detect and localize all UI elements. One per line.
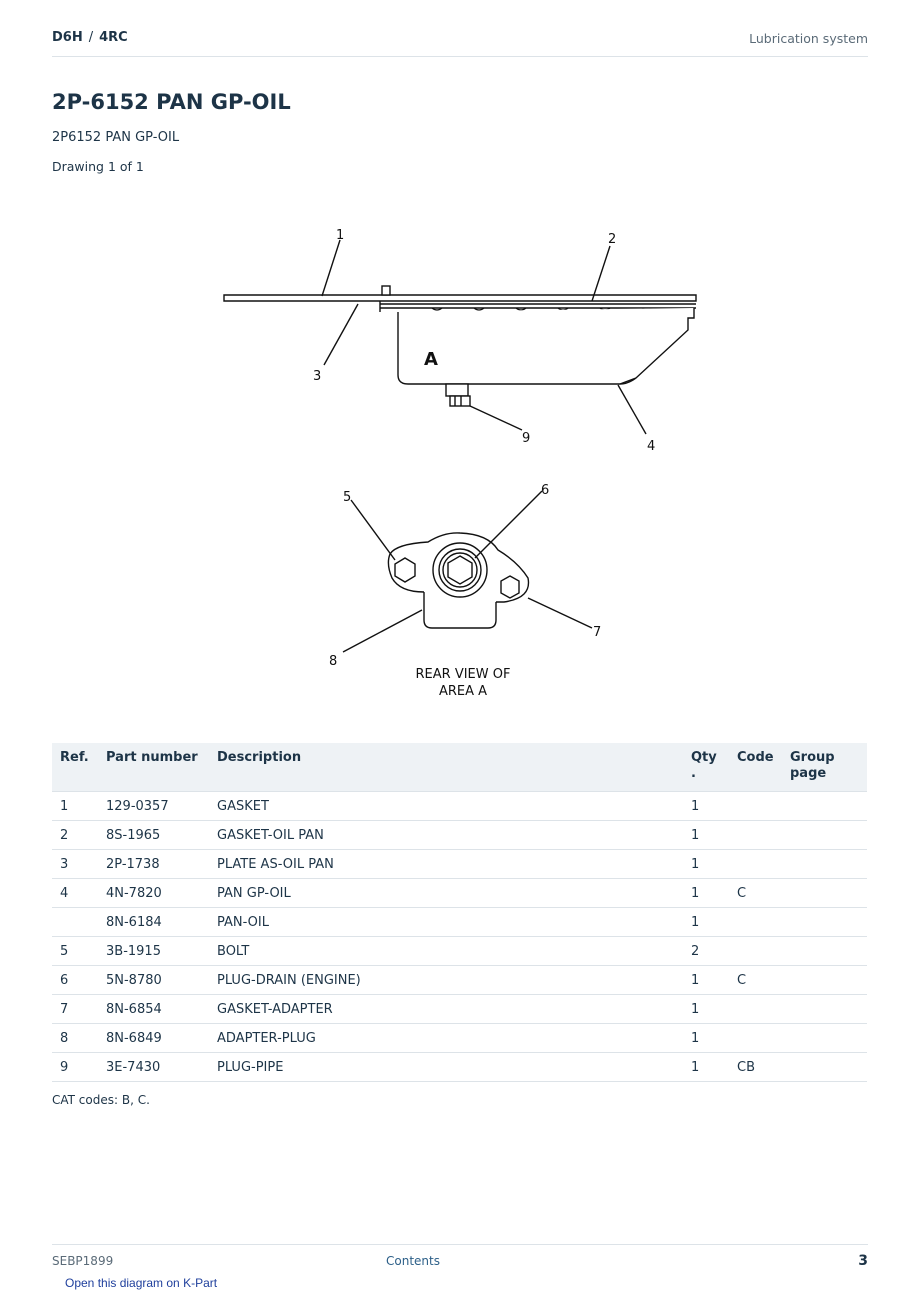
part-number-cell: 8S-1965 [98,821,209,850]
code-cell: CB [729,1053,782,1082]
ref-cell: 3 [52,850,98,879]
document-id: SEBP1899 [52,1254,114,1268]
callout-1: 1 [336,228,345,243]
part-number-cell: 8N-6854 [98,995,209,1024]
table-row [52,908,867,937]
table-row [52,850,867,879]
table-row [52,1053,867,1082]
ref-cell: 6 [52,966,98,995]
callout-9: 9 [522,431,531,446]
qty-cell: 1 [683,1024,729,1053]
part-number-cell: 2P-1738 [98,850,209,879]
drawing-count: Drawing 1 of 1 [52,159,144,174]
code-cell [729,821,782,850]
table-row [52,821,867,850]
description-cell: GASKET [209,792,683,821]
group-page-cell [782,937,867,966]
page-footer [52,1244,868,1275]
column-header-ref: Ref. [52,743,98,792]
diagram-caption-line2: AREA A [438,684,488,699]
group-page-cell [782,821,867,850]
ref-cell: 5 [52,937,98,966]
qty-cell: 1 [683,908,729,937]
ref-cell: 1 [52,792,98,821]
code-cell [729,850,782,879]
group-page-cell [782,908,867,937]
code-cell [729,937,782,966]
table-row [52,1024,867,1053]
part-number-cell: 5N-8780 [98,966,209,995]
ref-cell: 8 [52,1024,98,1053]
description-cell: BOLT [209,937,683,966]
description-cell: ADAPTER-PLUG [209,1024,683,1053]
ref-cell [52,908,98,937]
rear-view-area-a [343,491,592,652]
callout-3: 3 [313,369,322,384]
page-header [52,28,868,57]
column-header-group-page: Group page [782,743,867,792]
serial-prefix-label: 4RC [99,30,128,45]
ref-cell: 7 [52,995,98,1024]
cat-codes-note: CAT codes: B, C. [52,1093,150,1107]
description-cell: GASKET-OIL PAN [209,821,683,850]
group-page-cell [782,792,867,821]
column-header-part-number: Part number [98,743,209,792]
qty-cell: 2 [683,937,729,966]
column-header-code: Code [729,743,782,792]
code-cell: C [729,966,782,995]
description-cell: PLUG-PIPE [209,1053,683,1082]
description-cell: PLATE AS-OIL PAN [209,850,683,879]
ref-cell: 4 [52,879,98,908]
column-header-description: Description [209,743,683,792]
page-number: 3 [858,1253,868,1269]
code-cell [729,1024,782,1053]
parts-table [52,743,867,1082]
code-cell [729,792,782,821]
table-row [52,879,867,908]
qty-cell: 1 [683,1053,729,1082]
qty-cell: 1 [683,821,729,850]
column-header-qty: Qty . [683,743,729,792]
description-cell: PAN GP-OIL [209,879,683,908]
callout-8: 8 [329,654,338,669]
parts-diagram [200,200,720,710]
part-number-cell: 3E-7430 [98,1053,209,1082]
callout-4: 4 [647,439,656,454]
group-page-cell [782,1024,867,1053]
group-page-cell [782,1053,867,1082]
callout-2: 2 [608,232,617,247]
oil-pan-side-view [224,240,696,434]
table-row [52,937,867,966]
code-cell [729,995,782,1024]
group-page-cell [782,879,867,908]
part-number-cell: 8N-6184 [98,908,209,937]
page-subtitle: 2P6152 PAN GP-OIL [52,130,180,145]
group-page-cell [782,966,867,995]
code-cell: C [729,879,782,908]
description-cell: GASKET-ADAPTER [209,995,683,1024]
callout-6: 6 [541,483,550,498]
code-cell [729,908,782,937]
area-label: A [424,349,438,370]
page-title: 2P-6152 PAN GP-OIL [52,90,291,114]
group-page-cell [782,850,867,879]
callout-5: 5 [343,490,352,505]
part-number-cell: 8N-6849 [98,1024,209,1053]
open-kpart-link[interactable]: Open this diagram on K-Part [65,1276,218,1290]
ref-cell: 2 [52,821,98,850]
model-label: D6H [52,30,83,45]
diagram-caption-line1: REAR VIEW OF [415,667,511,682]
callout-7: 7 [593,625,602,640]
ref-cell: 9 [52,1053,98,1082]
description-cell: PLUG-DRAIN (ENGINE) [209,966,683,995]
qty-cell: 1 [683,792,729,821]
table-header-row [52,743,867,792]
qty-cell: 1 [683,879,729,908]
qty-cell: 1 [683,995,729,1024]
part-number-cell: 129-0357 [98,792,209,821]
part-number-cell: 4N-7820 [98,879,209,908]
breadcrumb [52,30,128,45]
part-number-cell: 3B-1915 [98,937,209,966]
table-row [52,792,867,821]
contents-link[interactable]: Contents [386,1254,440,1268]
description-cell: PAN-OIL [209,908,683,937]
qty-cell: 1 [683,966,729,995]
table-row [52,995,867,1024]
qty-cell: 1 [683,850,729,879]
group-page-cell [782,995,867,1024]
table-row [52,966,867,995]
section-name: Lubrication system [749,31,868,46]
breadcrumb-separator: / [88,30,94,45]
